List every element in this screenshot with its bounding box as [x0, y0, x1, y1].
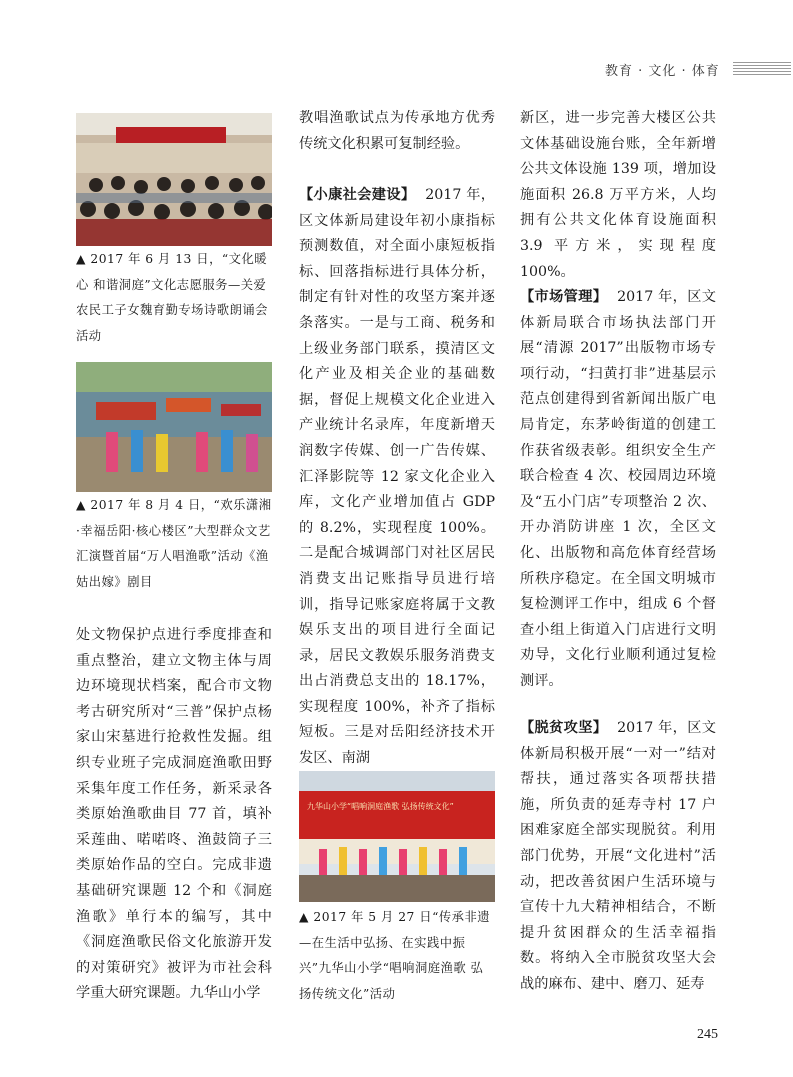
photo-caption-poetry-recital: ▲ 2017 年 6 月 13 日，“文化暖心 和谐洞庭”文化志愿服务—关爱农民工子女魏育勤专场诗歌朗诵会活动: [76, 252, 268, 343]
section-heading-xiaokang: 【小康社会建设】: [299, 187, 416, 203]
section-heading-poverty: 【脱贫攻坚】: [520, 720, 608, 736]
col3-top-paragraph: 新区，进一步完善大楼区公共文体基础设施台账，全年新增公共文体设施 139 项，增加设施面积 26.8 万平方米，人均拥有公共文化体育设施面积 3.9 平方米，实现程度 100%。: [520, 110, 716, 280]
photo-caption-fisher-girl-wedding: ▲ 2017 年 8 月 4 日，“欢乐潇湘·幸福岳阳·核心楼区”大型群众文艺汇演暨首届“万人唱渔歌”活动《渔姑出嫁》剧目: [76, 498, 272, 589]
photo-school-fisher-songs: [299, 771, 495, 902]
section-poverty: [520, 716, 716, 998]
header-decoration-stripes: [733, 62, 791, 76]
section-market: [520, 285, 716, 695]
photo-fisher-girl-wedding: [76, 362, 272, 492]
page-number: 245: [697, 1027, 718, 1042]
col2-top-paragraph: 教唱渔歌试点为传承地方优秀传统文化积累可复制经验。: [299, 110, 495, 152]
col1-paragraph: 处文物保护点进行季度排查和重点整治，建立文物主体与周边环境现状档案，配合市文物考古研究所对“三普”保护点杨家山宋墓进行抢救性发掘。组织专业班子完成洞庭渔歌田野采集年度工作任务，新采录各类原始渔歌曲目 77 首，填补采莲曲、喏喏咚、渔鼓筒子三类原始作品的空白。完成非遗基础研究课题 12 个和《洞庭渔歌》单行本的编写，其中《洞庭渔歌民俗文化旅游开发的对策研究》被评为市社会科学重大研究课题。九华山小学: [76, 627, 272, 1002]
section-body-poverty: 2017 年，区文体新局积极开展“一对一”结对帮扶，通过落实各项帮扶措施，所负责的延寿寺村 17 户困难家庭全部实现脱贫。利用部门优势，开展“文化进村”活动，把改善贫困户生活环境与宣传十九大精神相结合，不断提升贫困群众的生活幸福指数。将纳入全市脱贫攻坚大会战的麻布、建中、磨刀、延寿: [520, 720, 716, 992]
section-xiaokang: [299, 183, 495, 772]
section-heading-market: 【市场管理】: [520, 289, 608, 305]
photo-poetry-recital: [76, 113, 272, 246]
photo-caption-school-fisher-songs: ▲ 2017 年 5 月 27 日“传承非遗—在生活中弘扬、在实践中振兴”九华山小学“唱响洞庭渔歌 弘扬传统文化”活动: [299, 910, 491, 1001]
photo-banner-text: 九华山小学“唱响洞庭渔歌 弘扬传统文化”: [307, 802, 454, 811]
section-body-xiaokang: 2017 年，区文体新局建设年初小康指标预测数值，对全面小康短板指标、回落指标进行具体分析，制定有针对性的攻坚方案并逐条落实。一是与工商、税务和上级业务部门联系，摸清区文化产业及相关企业的基础数据，督促上规模文化企业进入产业统计名录库，年度新增天润数字传媒、创一广告传媒、汇泽影院等 12 家文化企业入库，文化产业增加值占 GDP 的 8.2%，实现程度 100%。二是配合城调部门对社区居民消费支出记账指导员进行培训，指导记账家庭将属于文教娱乐支出的项目进行全面记录，居民文教娱乐服务消费支出占消费总支出的 18.17%，实现程度 100%，补齐了指标短板。三是对岳阳经济技术开发区、南湖: [299, 187, 495, 767]
header-section-label: 教育 · 文化 · 体育: [605, 64, 720, 79]
section-body-market: 2017 年，区文体新局联合市场执法部门开展“清源 2017”出版物市场专项行动，“扫黄打非”进基层示范点创建得到省新闻出版广电局肯定，东茅岭街道的创建工作获省级表彰。组织安全生产联合检查 4 次、校园周边环境及“五小门店”专项整治 2 次、开办消防讲座 1 次，全区文化、出版物和高危体育经营场所秩序稳定。在全国文明城市复检测评工作中，组成 6 个督查小组上街道入门店进行文明劝导，文化行业顺利通过复检测评。: [520, 289, 716, 689]
